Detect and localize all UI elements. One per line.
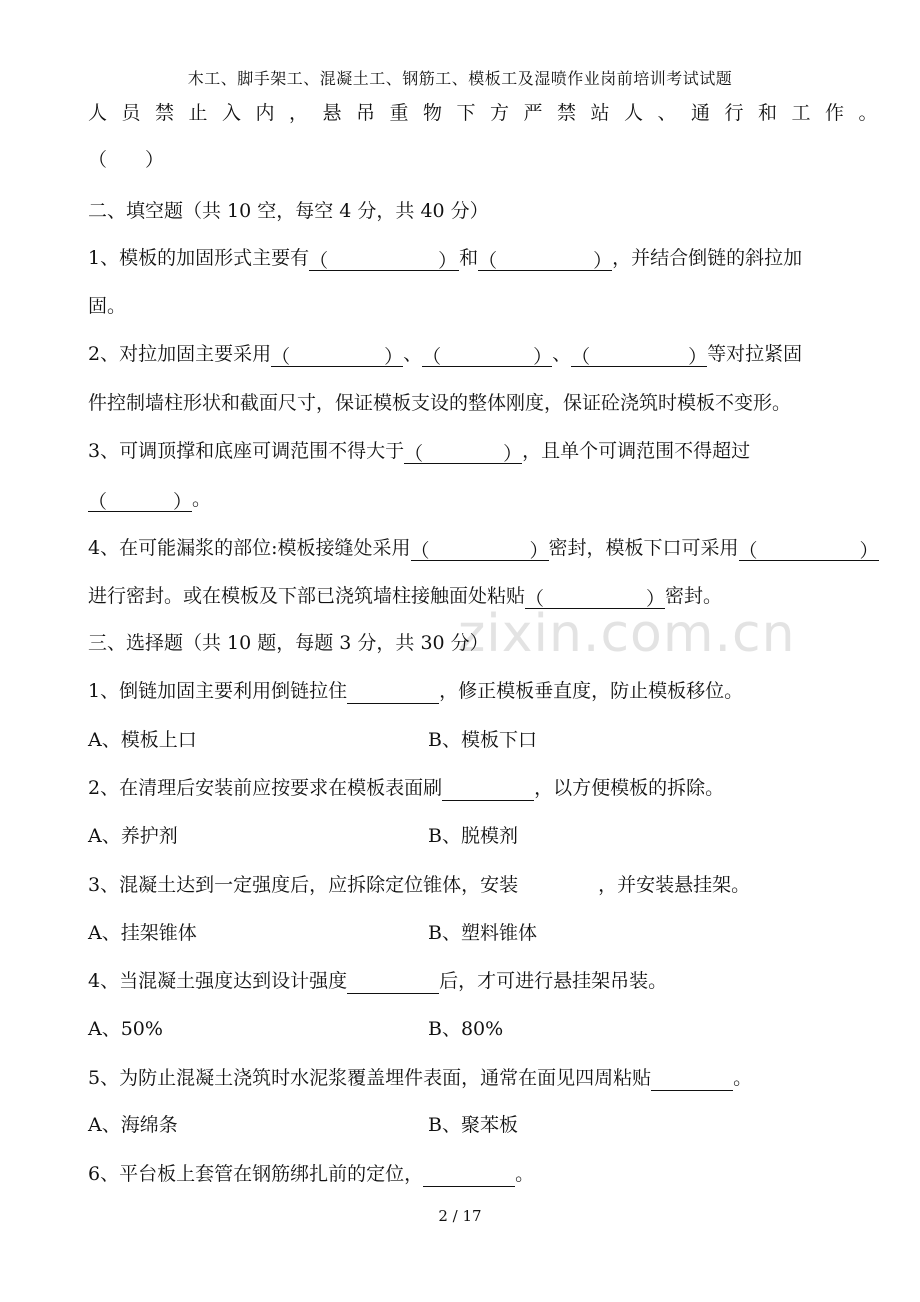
choice-q4-option-b[interactable]: B、80% — [428, 1018, 504, 1040]
document-header: 木工、脚手架工、混凝土工、钢筋工、模板工及湿喷作业岗前培训考试试题 — [187, 69, 733, 88]
fill-q4-line2: 进行密封。或在模板及下部已浇筑墙柱接触面处粘贴（ ）密封。 — [88, 585, 723, 610]
answer-blank[interactable]: （ ） — [422, 346, 553, 368]
choice-q5-option-a[interactable]: A、海绵条 — [88, 1114, 178, 1136]
choice-q1-option-b[interactable]: B、模板下口 — [428, 729, 537, 751]
choice-q5-option-b[interactable]: B、聚苯板 — [428, 1114, 518, 1136]
answer-blank[interactable]: （ ） — [88, 491, 193, 513]
answer-blank[interactable] — [347, 971, 439, 994]
answer-blank[interactable]: （ ） — [410, 540, 549, 562]
choice-q2-option-a[interactable]: A、养护剂 — [88, 825, 178, 847]
answer-blank[interactable] — [442, 778, 534, 801]
answer-blank[interactable]: （ ） — [571, 346, 708, 368]
watermark-text: zixin.com.cn — [458, 604, 796, 664]
fill-q3-line1: 3、可调顶撑和底座可调范围不得大于（ ），且单个可调范围不得超过 — [88, 440, 751, 465]
answer-blank[interactable]: （ ） — [309, 250, 458, 272]
fill-section-heading: 二、填空题（共 10 空，每空 4 分，共 40 分） — [88, 200, 489, 222]
answer-blank[interactable] — [518, 876, 598, 898]
fill-q2-line2: 件控制墙柱形状和截面尺寸，保证模板支设的整体刚度，保证砼浇筑时模板不变形。 — [88, 392, 792, 414]
answer-blank[interactable]: （ ） — [738, 540, 879, 562]
answer-blank[interactable] — [651, 1068, 733, 1091]
choice-q2-option-b[interactable]: B、脱模剂 — [428, 825, 518, 847]
fill-q4-line1: 4、在可能漏浆的部位:模板接缝处采用（ ）密封，模板下口可采用（ ） — [88, 537, 879, 562]
fill-q1-line1: 1、模板的加固形式主要有（ ） 和（ ），并结合倒链的斜拉加 — [88, 247, 803, 272]
judge-question-tail: 人员禁止入内，悬吊重物下方严禁站人、通行和工作。 — [88, 102, 893, 124]
answer-blank[interactable]: （ ） — [404, 443, 523, 465]
answer-blank[interactable]: （ ） — [271, 346, 404, 368]
answer-blank[interactable] — [347, 681, 439, 704]
choice-q6-stem: 6、平台板上套管在钢筋绑扎前的定位， 。 — [88, 1163, 535, 1185]
choice-q2-stem: 2、在清理后安装前应按要求在模板表面刷 ，以方便模板的拆除。 — [88, 777, 725, 799]
answer-blank[interactable]: （ ） — [478, 250, 613, 272]
choice-q3-option-a[interactable]: A、挂架锥体 — [88, 922, 197, 944]
judge-answer-paren: （ ） — [88, 149, 165, 171]
answer-blank[interactable] — [423, 1164, 515, 1187]
choice-q1-option-a[interactable]: A、模板上口 — [88, 729, 197, 751]
choice-q4-option-a[interactable]: A、50% — [88, 1018, 163, 1040]
answer-blank[interactable]: （ ） — [525, 588, 666, 610]
choice-q4-stem: 4、当混凝土强度达到设计强度 后，才可进行悬挂架吊装。 — [88, 970, 668, 992]
choice-q3-option-b[interactable]: B、塑料锥体 — [428, 922, 537, 944]
fill-q3-line2: （ ）。 — [88, 488, 212, 513]
choice-section-heading: 三、选择题（共 10 题，每题 3 分，共 30 分） — [88, 632, 489, 654]
choice-q5-stem: 5、为防止混凝土浇筑时水泥浆覆盖埋件表面，通常在面见四周粘贴 。 — [88, 1067, 753, 1089]
fill-q2-line1: 2、对拉加固主要采用（ ）、（ ）、（ ）等对拉紧固 — [88, 343, 803, 368]
choice-q1-stem: 1、倒链加固主要利用倒链拉住 ，修正模板垂直度，防止模板移位。 — [88, 680, 744, 702]
page-number: 2 / 17 — [438, 1207, 482, 1225]
choice-q3-stem: 3、混凝土达到一定强度后，应拆除定位锥体，安装 ，并安装悬挂架。 — [88, 874, 751, 896]
fill-q1-line2: 固。 — [88, 295, 127, 317]
